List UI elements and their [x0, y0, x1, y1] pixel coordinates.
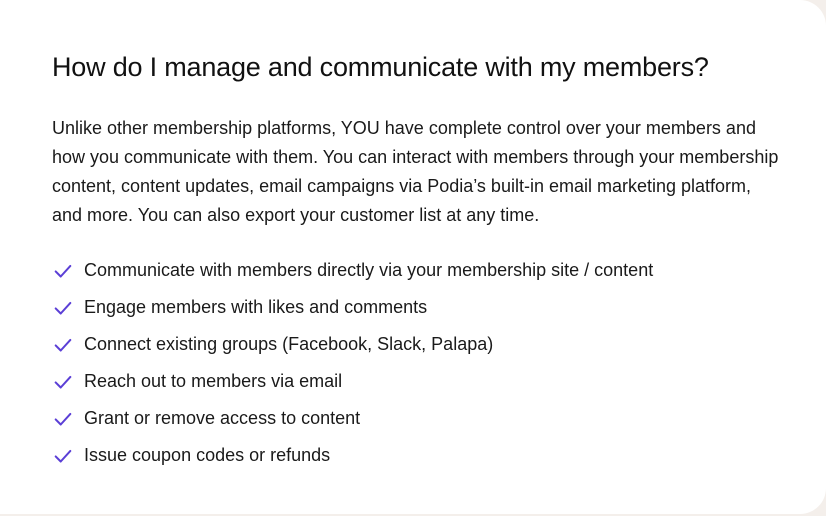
feature-label: Connect existing groups (Facebook, Slack, Palapa)	[84, 334, 494, 354]
check-icon	[52, 371, 74, 393]
feature-item	[52, 252, 653, 289]
feature-item	[52, 326, 653, 363]
feature-item	[52, 400, 653, 437]
feature-item	[52, 437, 653, 474]
faq-title: How do I manage and communicate with my members?	[52, 52, 709, 82]
faq-answer-text: Unlike other membership platforms, YOU have complete control over your members and how you communicate with them. You can interact with members through your membership content, content updates, email campaigns via Podia’s built-in email marketing platform, and more. You can also export your customer list at any time.	[52, 118, 779, 225]
feature-label: Reach out to members via email	[84, 371, 343, 391]
check-icon	[52, 260, 74, 282]
check-icon	[52, 445, 74, 467]
check-icon	[52, 297, 74, 319]
feature-label: Issue coupon codes or refunds	[84, 445, 331, 465]
feature-label: Grant or remove access to content	[84, 408, 361, 428]
check-icon	[52, 334, 74, 356]
feature-label: Communicate with members directly via your membership site / content	[84, 260, 654, 280]
feature-list	[52, 252, 653, 474]
feature-label: Engage members with likes and comments	[84, 297, 428, 317]
feature-item	[52, 289, 653, 326]
check-icon	[52, 408, 74, 430]
feature-item	[52, 363, 653, 400]
